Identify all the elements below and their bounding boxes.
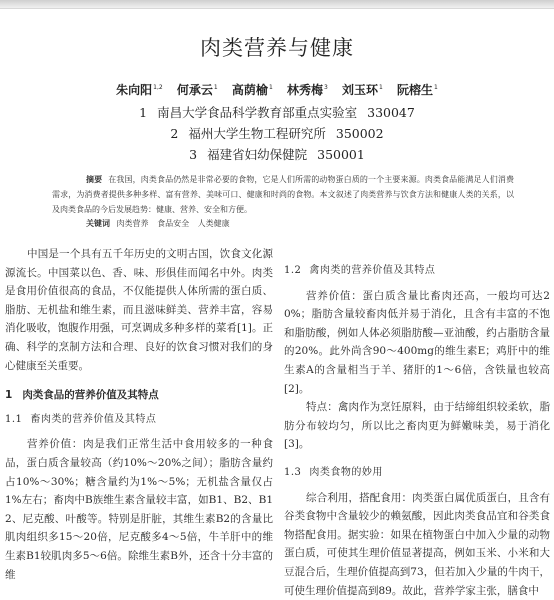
keyword: 食品安全	[157, 219, 190, 228]
keywords-label: 关键词	[86, 219, 110, 228]
abstract	[52, 172, 514, 217]
subsection-heading: 1.1 畜肉类的营养价值及其特点	[5, 413, 157, 425]
author: 高荫榆$^1$	[231, 83, 273, 97]
abstract-text: 在我国，肉类食品仍然是非常必要的食物，它是人们所需的动物蛋白质的一个主要来源。肉类食品能满足人们消费需求，为消费者提供多种多样、富有营养、美味可口、健康和时尚的食物。本文叙述了肉类营养与饮食方法和健康人类的关系，以及肉类食品的今后发展趋势：健康、营养、安全和方便。	[52, 175, 515, 214]
section-heading: 1 肉类食品的营养价值及其特点	[5, 389, 159, 402]
affiliation: 2 福州大学生物工程研究所 350002	[170, 126, 384, 141]
left-column	[5, 245, 273, 584]
paper-title: 肉类营养与健康	[200, 36, 354, 60]
keyword: 肉类营养	[116, 219, 149, 228]
right-column	[284, 258, 550, 600]
abstract-label: 摘要	[86, 175, 103, 184]
body-paragraph: 综合利用，搭配食用：肉类蛋白属优质蛋白，且含有谷类食物中含量较少的赖氨酸，因此肉类食品宜和谷类食物搭配食用。据实验：如果在植物蛋白中加入少量的动物蛋白质，可使其生理价值显著提高，例如玉米、小米和大豆混合后，生理价值提高到73，但若加入少量的牛肉干，可使生理价值提高到89。故此，营养学家主张，膳食中	[284, 491, 550, 597]
author: 林秀梅$^3$	[286, 83, 328, 97]
body-paragraph: 营养价值：肉是我们正常生活中食用较多的一种食品，蛋白质含量较高（约10%～20%之间）；脂肪含量约占10%～30%；糖含量约为1%～5%；无机盐含量仅占1%左右；畜肉中B族维生素含量较丰富，如B1、B2、B12、尼克酸、叶酸等。特别是肝脏，其维生素B2的含量比肌肉组织多15～20倍，尼克酸多4～5倍，牛羊肝中的维生素B1较肌肉多5～6倍。除维生素B外，还含十分丰富的维	[5, 438, 273, 581]
body-paragraph: 营养价值：蛋白质含量比畜肉还高，一般均可达20%；脂肪含量较畜肉低并易于消化，且含有丰富的不饱和脂肪酸，例如人体必须脂肪酸—亚油酸，约占脂肪含量的20%。此外尚含90～400mg的维生素E；鸡肝中的维生素A的含量相当于羊、猪肝的1～6倍，含铁量也较高[2]。	[284, 289, 550, 395]
body-paragraph: 特点：禽肉作为烹饪原料，由于结缔组织较柔软，脂肪分布较均匀，所以比之畜肉更为鲜嫩味美，易于消化[3]。	[284, 401, 550, 451]
subsection-heading: 1.3 肉类食物的妙用	[284, 466, 383, 478]
author: 刘玉环$^1$	[341, 83, 383, 97]
keywords	[86, 218, 236, 229]
author: 阮榕生$^1$	[397, 83, 438, 97]
keyword: 人类健康	[197, 219, 230, 228]
header-bar	[0, 0, 554, 9]
author-list	[0, 81, 554, 98]
author: 何承云$^1$	[176, 83, 218, 97]
affiliation: 3 福建省妇幼保健院 350001	[189, 147, 365, 162]
intro-paragraph: 中国是一个具有五千年历史的文明古国，饮食文化源源流长。中国菜以色、香、味、形俱佳而闻名中外。肉类是食用价值很高的食品，不仅能提供人体所需的蛋白质、脂肪、无机盐和维生素，而且滋味鲜美、营养丰富，容易消化吸收，饱腹作用强，可烹调成多种多样的菜肴[1]。正确、科学的烹制方法和合理、良好的饮食习惯对我们的身心健康至关重要。	[5, 248, 273, 372]
subsection-heading: 1.2 禽肉类的营养价值及其特点	[284, 265, 436, 276]
author: 朱向阳$^{1,2}$	[116, 83, 163, 97]
affiliation: 1 南昌大学食品科学教育部重点实验室 330047	[139, 105, 415, 120]
